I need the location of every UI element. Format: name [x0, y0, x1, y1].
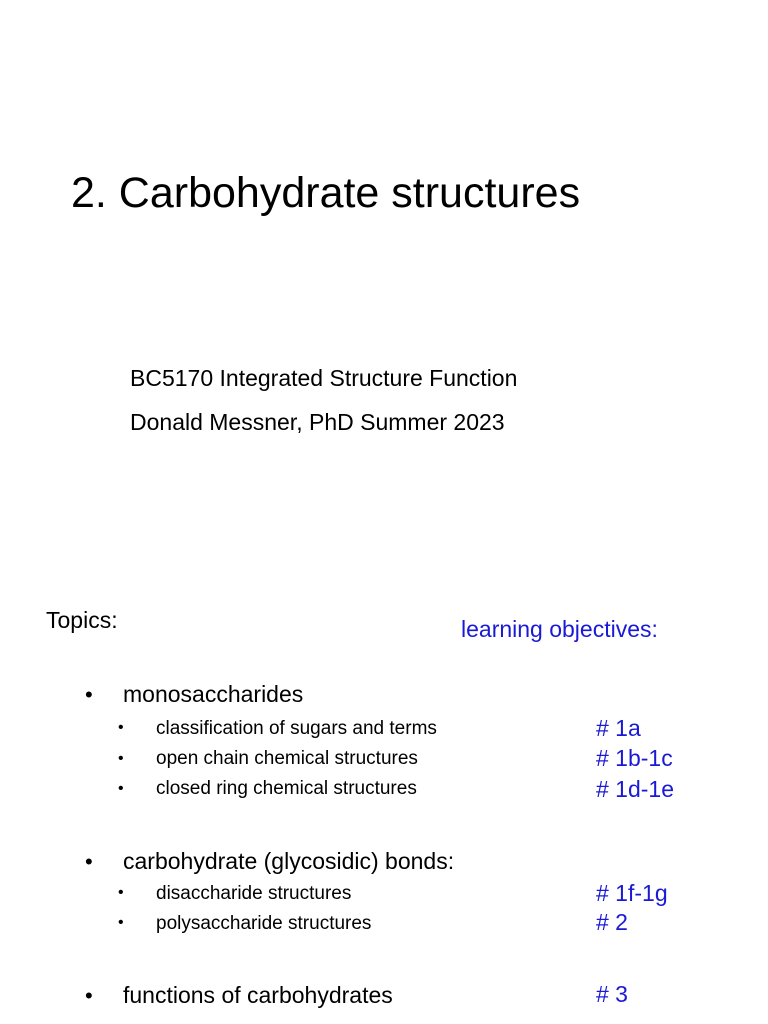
subtopic-disaccharide: disaccharide structures — [156, 883, 352, 904]
subtopic-open-chain: open chain chemical structures — [156, 748, 418, 769]
topics-label: Topics: — [46, 607, 118, 633]
subtopic-closed-ring: closed ring chemical structures — [156, 778, 417, 799]
objective-1b-1c: # 1b-1c — [596, 745, 673, 771]
objective-1d-1e: # 1d-1e — [596, 776, 675, 802]
page-title: 2. Carbohydrate structures — [71, 169, 581, 217]
objective-1a: # 1a — [596, 715, 641, 741]
subtopic-bullet: • — [118, 914, 124, 931]
objective-2: # 2 — [596, 909, 628, 935]
subtopic-bullet: • — [118, 780, 124, 797]
course-name: BC5170 Integrated Structure Function — [130, 365, 518, 391]
subtopic-bullet: • — [118, 750, 124, 767]
subtopic-bullet: • — [118, 719, 124, 736]
topic-bullet: • — [85, 682, 93, 707]
objective-3: # 3 — [596, 981, 628, 1007]
topic-bullet: • — [85, 849, 93, 874]
learning-objectives-label: learning objectives: — [461, 616, 658, 642]
topic-monosaccharides: monosaccharides — [123, 681, 304, 707]
topic-functions: functions of carbohydrates — [123, 982, 393, 1008]
objective-1f-1g: # 1f-1g — [596, 880, 668, 906]
instructor-and-term: Donald Messner, PhD Summer 2023 — [130, 409, 505, 435]
subtopic-polysaccharide: polysaccharide structures — [156, 913, 372, 934]
subtopic-classification: classification of sugars and terms — [156, 718, 437, 739]
topic-bullet: • — [85, 983, 93, 1008]
subtopic-bullet: • — [118, 884, 124, 901]
topic-glycosidic-bonds: carbohydrate (glycosidic) bonds: — [123, 848, 455, 874]
